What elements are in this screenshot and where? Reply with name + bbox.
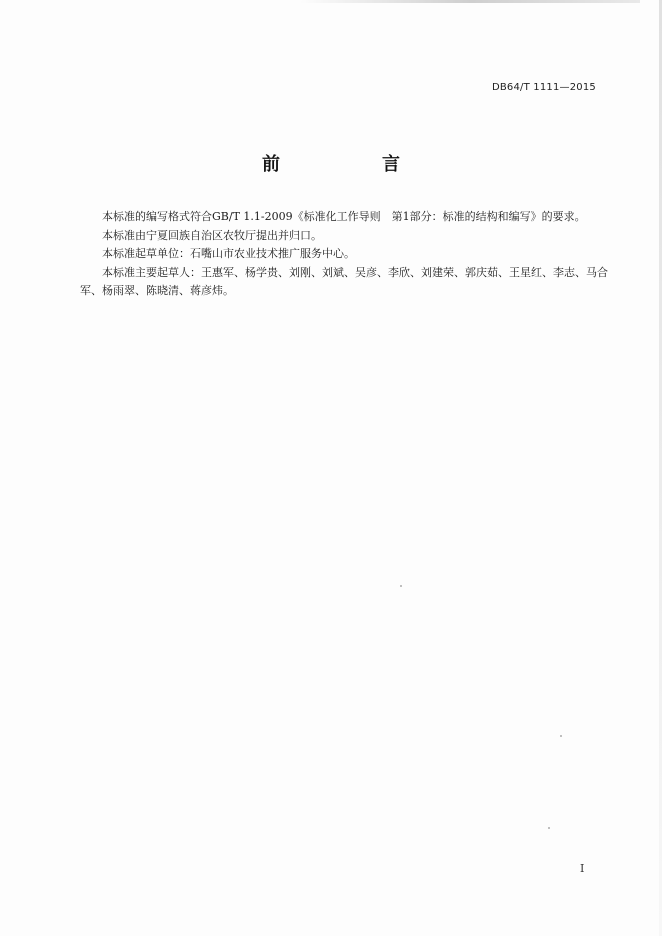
paragraph-drafting-unit: 本标准起草单位：石嘴山市农业技术推广服务中心。: [102, 247, 355, 260]
scan-speck: [560, 735, 562, 737]
foreword-body: [80, 208, 610, 301]
paragraph-proposer: 本标准由宁夏回族自治区农牧厅提出并归口。: [102, 228, 322, 242]
scan-speck: [400, 585, 402, 587]
page-number: I: [580, 862, 585, 875]
page-title: 前 言: [262, 154, 442, 175]
paragraph-format: 本标准的编写格式符合GB/T 1.1-2009《标准化工作导则 第1部分：标准的结构和编写》的要求。: [102, 210, 586, 223]
standard-code: DB64/T 1111—2015: [491, 82, 596, 93]
paragraph-drafters: 本标准主要起草人：王惠军、杨学贵、刘刚、刘斌、吴彦、李欣、刘建荣、郭庆茹、王星红、李志、马合军、杨雨翠、陈晓清、蒋彦炜。: [80, 265, 608, 297]
scan-speck: [548, 827, 550, 829]
scan-edge-top: [300, 0, 640, 3]
